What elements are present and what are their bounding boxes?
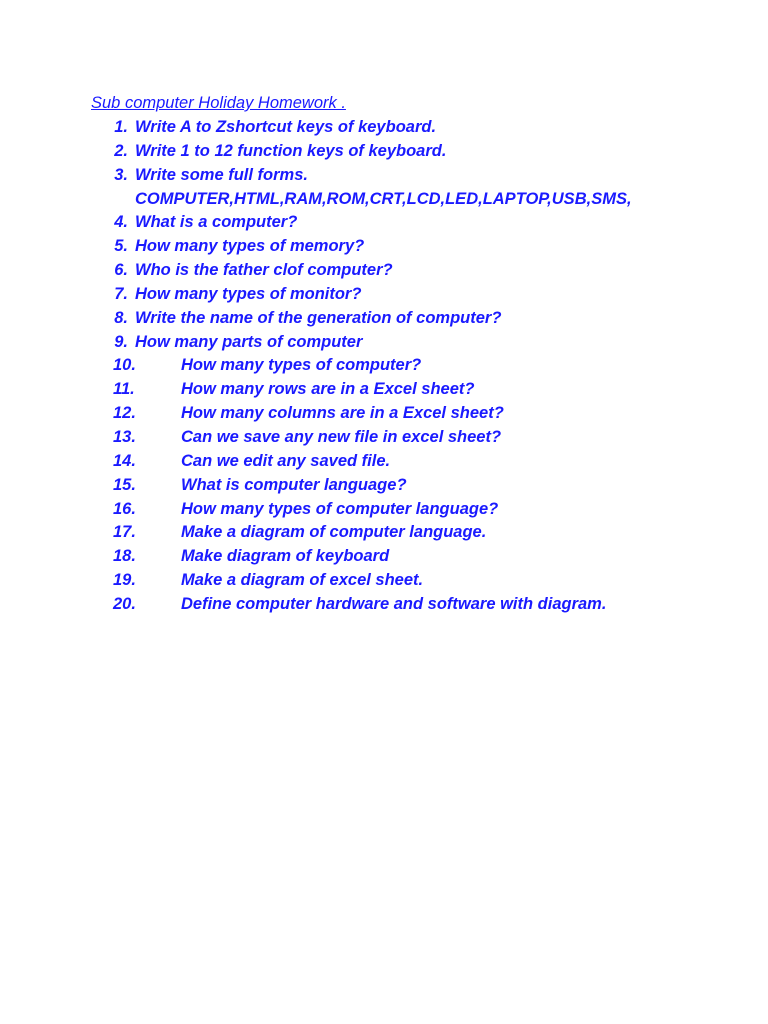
list-item — [0, 284, 768, 308]
item-text: Make diagram of keyboard — [181, 547, 390, 566]
item-text: Make a diagram of computer language. — [181, 523, 487, 542]
item-number: 7. — [114, 284, 128, 303]
item-number: 8. — [114, 308, 128, 327]
item-number: 1. — [114, 118, 128, 136]
item-number: 12. — [113, 404, 136, 423]
item-number: 6. — [114, 261, 128, 280]
item-text: What is computer language? — [181, 475, 407, 494]
list-item — [0, 451, 768, 475]
list-item — [0, 332, 768, 356]
item-number: 16. — [113, 499, 136, 518]
item-text: What is a computer? — [135, 213, 298, 232]
list-item-continuation — [0, 189, 768, 213]
item-text: How many rows are in a Excel sheet? — [181, 380, 475, 399]
list-item — [0, 427, 768, 451]
item-number: 4. — [114, 213, 128, 232]
list-item — [0, 379, 768, 403]
item-number: 5. — [114, 237, 128, 256]
item-text: Make a diagram of excel sheet. — [181, 571, 424, 590]
list-item — [0, 403, 768, 427]
item-text: Can we edit any saved file. — [181, 451, 391, 470]
item-number: 9. — [114, 332, 128, 351]
list-item — [0, 260, 768, 284]
list-item — [0, 117, 768, 141]
item-text: COMPUTER,HTML,RAM,ROM,CRT,LCD,LED,LAPTOP,USB,SMS, — [135, 189, 632, 208]
item-number: 18. — [113, 547, 136, 566]
item-number: 3. — [114, 165, 128, 184]
item-number: 10. — [113, 356, 136, 375]
item-text: How many parts of computer — [135, 332, 363, 351]
list-item — [0, 499, 768, 523]
item-number: 14. — [113, 451, 136, 470]
item-number: 17. — [113, 523, 136, 542]
item-text: How many types of computer? — [181, 356, 422, 375]
item-number: 13. — [113, 427, 136, 446]
list-item — [0, 522, 768, 546]
list-item — [0, 141, 768, 165]
item-number: 2. — [114, 141, 128, 160]
item-text: How many types of monitor? — [135, 284, 362, 303]
item-text: How many types of computer language? — [181, 499, 499, 518]
item-number: 20. — [113, 594, 136, 613]
item-text: How many types of memory? — [135, 237, 365, 256]
list-item — [0, 475, 768, 499]
list-item — [0, 236, 768, 260]
item-number: 19. — [113, 571, 136, 590]
homework-question-list — [0, 117, 768, 618]
item-number: 11. — [113, 380, 135, 399]
list-item — [0, 594, 768, 618]
item-text: Write 1 to 12 function keys of keyboard. — [135, 141, 447, 160]
list-item — [0, 570, 768, 594]
page-title: Sub computer Holiday Homework . — [91, 94, 346, 112]
item-text: Who is the father clof computer? — [135, 261, 393, 280]
item-text: How many columns are in a Excel sheet? — [181, 404, 504, 423]
item-text: Define computer hardware and software with diagram. — [181, 594, 607, 613]
item-text: Write A to Zshortcut keys of keyboard. — [135, 118, 437, 136]
list-item — [0, 212, 768, 236]
item-number: 15. — [113, 475, 136, 494]
list-item — [0, 546, 768, 570]
item-text: Write some full forms. — [135, 165, 308, 184]
list-item — [0, 165, 768, 189]
list-item — [0, 355, 768, 379]
list-item — [0, 308, 768, 332]
item-text: Can we save any new file in excel sheet? — [181, 427, 502, 446]
item-text: Write the name of the generation of computer? — [135, 308, 502, 327]
